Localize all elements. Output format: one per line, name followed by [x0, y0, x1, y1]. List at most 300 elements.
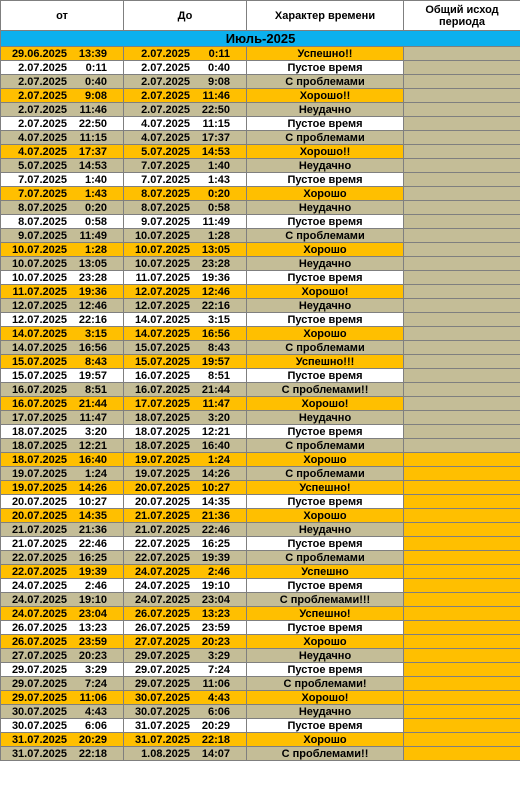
outcome-cell: [404, 439, 520, 453]
type-cell: Пустое время: [247, 663, 404, 677]
from-cell-time: 3:15: [84, 327, 107, 340]
from-cell-date: 2.07.2025: [18, 117, 67, 130]
from-cell-time: 14:26: [78, 481, 107, 494]
to-cell-date: 18.07.2025: [134, 425, 190, 438]
to-cell: [124, 47, 247, 61]
outcome-cell: [404, 677, 520, 691]
to-cell: [124, 551, 247, 565]
from-cell-date: 29.07.2025: [11, 691, 67, 704]
from-cell-date: 4.07.2025: [18, 131, 67, 144]
table-row: [1, 607, 520, 621]
from-cell-time: 20:23: [78, 649, 107, 662]
to-cell-date: 26.07.2025: [134, 621, 190, 634]
to-cell-date: 2.07.2025: [141, 47, 190, 60]
month-title: Июль-2025: [1, 31, 520, 47]
from-cell-time: 20:29: [78, 733, 107, 746]
to-cell-date: 1.08.2025: [141, 747, 190, 760]
from-cell: [1, 243, 124, 257]
from-cell: [1, 117, 124, 131]
table-row: [1, 145, 520, 159]
to-cell: [124, 103, 247, 117]
from-cell-time: 12:21: [78, 439, 107, 452]
from-cell: [1, 201, 124, 215]
to-cell-time: 22:46: [201, 523, 230, 536]
to-cell-time: 19:10: [201, 579, 230, 592]
outcome-cell: [404, 509, 520, 523]
to-cell-time: 0:58: [207, 201, 230, 214]
outcome-cell: [404, 243, 520, 257]
from-cell-time: 23:04: [78, 607, 107, 620]
to-cell-date: 31.07.2025: [134, 719, 190, 732]
from-cell: [1, 705, 124, 719]
table-row: [1, 523, 520, 537]
outcome-cell: [404, 341, 520, 355]
from-cell-date: 8.07.2025: [18, 215, 67, 228]
to-cell-time: 2:46: [207, 565, 230, 578]
from-cell-date: 10.07.2025: [11, 243, 67, 256]
from-cell: [1, 747, 124, 761]
to-cell-time: 0:40: [207, 61, 230, 74]
from-cell: [1, 607, 124, 621]
type-cell: Хорошо!: [247, 285, 404, 299]
table-row: [1, 313, 520, 327]
from-cell: [1, 425, 124, 439]
to-cell-time: 6:06: [207, 705, 230, 718]
from-cell-date: 10.07.2025: [11, 271, 67, 284]
to-cell: [124, 565, 247, 579]
table-row: [1, 649, 520, 663]
to-cell-time: 23:28: [201, 257, 230, 270]
table-row: [1, 159, 520, 173]
table-row: [1, 271, 520, 285]
to-cell: [124, 509, 247, 523]
from-cell: [1, 103, 124, 117]
outcome-cell: [404, 285, 520, 299]
type-cell: С проблемами: [247, 551, 404, 565]
from-cell: [1, 145, 124, 159]
from-cell-time: 13:39: [78, 47, 107, 60]
to-cell-time: 8:51: [207, 369, 230, 382]
from-cell-time: 23:59: [78, 635, 107, 648]
from-cell-time: 23:28: [78, 271, 107, 284]
to-cell-date: 12.07.2025: [134, 299, 190, 312]
outcome-cell: [404, 201, 520, 215]
from-cell-date: 16.07.2025: [11, 397, 67, 410]
table-row: [1, 229, 520, 243]
from-cell-date: 31.07.2025: [11, 747, 67, 760]
type-cell: Хорошо!!: [247, 145, 404, 159]
to-cell-time: 1:43: [207, 173, 230, 186]
from-cell-date: 29.06.2025: [11, 47, 67, 60]
from-cell-date: 19.07.2025: [11, 481, 67, 494]
to-cell: [124, 257, 247, 271]
from-cell: [1, 61, 124, 75]
table-row: [1, 47, 520, 61]
from-cell-date: 7.07.2025: [18, 173, 67, 186]
to-cell-date: 5.07.2025: [141, 145, 190, 158]
to-cell: [124, 733, 247, 747]
type-cell: Неудачно: [247, 705, 404, 719]
outcome-cell: [404, 173, 520, 187]
type-cell: Хорошо: [247, 327, 404, 341]
to-cell-date: 15.07.2025: [134, 355, 190, 368]
outcome-cell: [404, 397, 520, 411]
to-cell-date: 20.07.2025: [134, 481, 190, 494]
to-cell: [124, 621, 247, 635]
from-cell-date: 2.07.2025: [18, 89, 67, 102]
outcome-cell: [404, 481, 520, 495]
to-cell: [124, 355, 247, 369]
table-row: [1, 285, 520, 299]
from-cell-time: 2:46: [84, 579, 107, 592]
outcome-cell: [404, 229, 520, 243]
to-cell: [124, 747, 247, 761]
from-cell-date: 24.07.2025: [11, 607, 67, 620]
from-cell-time: 0:11: [85, 61, 107, 74]
to-cell-date: 29.07.2025: [134, 663, 190, 676]
from-cell-date: 31.07.2025: [11, 733, 67, 746]
to-cell-time: 12:21: [201, 425, 230, 438]
from-cell-time: 1:28: [84, 243, 107, 256]
table-row: [1, 411, 520, 425]
type-cell: Пустое время: [247, 173, 404, 187]
outcome-cell: [404, 117, 520, 131]
to-cell-date: 11.07.2025: [135, 271, 190, 284]
to-cell: [124, 341, 247, 355]
column-header-outcome: Общий исход периода: [404, 1, 520, 31]
outcome-cell: [404, 537, 520, 551]
to-cell: [124, 229, 247, 243]
from-cell-time: 11:46: [79, 103, 107, 116]
from-cell-time: 22:18: [78, 747, 107, 760]
from-cell-time: 14:53: [78, 159, 107, 172]
type-cell: Пустое время: [247, 369, 404, 383]
type-cell: С проблемами: [247, 467, 404, 481]
from-cell-date: 24.07.2025: [11, 579, 67, 592]
from-cell-date: 16.07.2025: [11, 383, 67, 396]
from-cell: [1, 523, 124, 537]
outcome-cell: [404, 425, 520, 439]
from-cell-date: 18.07.2025: [11, 439, 67, 452]
from-cell: [1, 47, 124, 61]
to-cell-date: 7.07.2025: [141, 159, 190, 172]
to-cell-time: 11:46: [202, 89, 230, 102]
type-cell: Пустое время: [247, 271, 404, 285]
from-cell-time: 16:40: [78, 453, 107, 466]
outcome-cell: [404, 607, 520, 621]
outcome-cell: [404, 257, 520, 271]
type-cell: Неудачно: [247, 523, 404, 537]
from-cell: [1, 649, 124, 663]
from-cell-time: 4:43: [84, 705, 107, 718]
from-cell-date: 20.07.2025: [11, 509, 67, 522]
from-cell-time: 0:58: [84, 215, 107, 228]
table-row: [1, 299, 520, 313]
to-cell-date: 16.07.2025: [134, 369, 190, 382]
table-row: [1, 439, 520, 453]
to-cell-date: 22.07.2025: [134, 537, 190, 550]
to-cell: [124, 467, 247, 481]
type-cell: С проблемами!!!: [247, 593, 404, 607]
table-row: [1, 383, 520, 397]
to-cell-date: 9.07.2025: [141, 215, 190, 228]
to-cell-time: 21:44: [201, 383, 230, 396]
outcome-cell: [404, 271, 520, 285]
to-cell: [124, 313, 247, 327]
from-cell-date: 10.07.2025: [11, 257, 67, 270]
to-cell: [124, 201, 247, 215]
to-cell-time: 19:36: [201, 271, 230, 284]
from-cell-date: 11.07.2025: [12, 285, 67, 298]
from-cell-time: 12:46: [78, 299, 107, 312]
table-row: [1, 635, 520, 649]
to-cell: [124, 635, 247, 649]
from-cell-time: 21:44: [78, 397, 107, 410]
type-cell: Хорошо!!: [247, 89, 404, 103]
from-cell-time: 8:51: [84, 383, 107, 396]
from-cell-time: 14:35: [78, 509, 107, 522]
table-row: [1, 481, 520, 495]
from-cell: [1, 299, 124, 313]
to-cell: [124, 593, 247, 607]
from-cell-time: 11:15: [79, 131, 107, 144]
header-row: [1, 1, 520, 31]
type-cell: Неудачно: [247, 103, 404, 117]
table-row: [1, 509, 520, 523]
to-cell-date: 2.07.2025: [141, 103, 190, 116]
from-cell-time: 10:27: [78, 495, 107, 508]
from-cell: [1, 621, 124, 635]
to-cell-date: 26.07.2025: [134, 607, 190, 620]
from-cell-date: 30.07.2025: [11, 719, 67, 732]
to-cell-date: 2.07.2025: [141, 89, 190, 102]
from-cell-time: 17:37: [78, 145, 107, 158]
from-cell-time: 3:29: [84, 663, 107, 676]
to-cell-time: 14:26: [201, 467, 230, 480]
type-cell: С проблемами: [247, 75, 404, 89]
to-cell-date: 30.07.2025: [134, 691, 190, 704]
table-row: [1, 187, 520, 201]
from-cell-time: 22:46: [78, 537, 107, 550]
from-cell: [1, 677, 124, 691]
to-cell-time: 13:05: [201, 243, 230, 256]
from-cell: [1, 453, 124, 467]
to-cell: [124, 705, 247, 719]
column-header-type: Характер времени: [247, 1, 404, 31]
type-cell: С проблемами!!: [247, 747, 404, 761]
type-cell: Хорошо!: [247, 691, 404, 705]
to-cell-time: 1:28: [207, 229, 230, 242]
to-cell-time: 21:36: [201, 509, 230, 522]
table-row: [1, 201, 520, 215]
from-cell-time: 22:50: [78, 117, 107, 130]
outcome-cell: [404, 551, 520, 565]
outcome-cell: [404, 61, 520, 75]
from-cell: [1, 467, 124, 481]
to-cell-time: 1:40: [207, 159, 230, 172]
to-cell-time: 23:04: [201, 593, 230, 606]
table-row: [1, 243, 520, 257]
from-cell-time: 19:39: [78, 565, 107, 578]
from-cell-time: 1:40: [84, 173, 107, 186]
to-cell: [124, 187, 247, 201]
to-cell-time: 7:24: [207, 663, 230, 676]
table-row: [1, 677, 520, 691]
outcome-cell: [404, 89, 520, 103]
outcome-cell: [404, 327, 520, 341]
type-cell: Неудачно: [247, 257, 404, 271]
type-cell: Успешно: [247, 565, 404, 579]
to-cell-time: 3:29: [207, 649, 230, 662]
table-row: [1, 565, 520, 579]
from-cell: [1, 271, 124, 285]
to-cell: [124, 663, 247, 677]
from-cell-date: 12.07.2025: [11, 299, 67, 312]
from-cell-time: 9:08: [84, 89, 107, 102]
to-cell-date: 10.07.2025: [134, 257, 190, 270]
from-cell: [1, 439, 124, 453]
to-cell: [124, 131, 247, 145]
table-row: [1, 719, 520, 733]
column-header-to: До: [124, 1, 247, 31]
to-cell-time: 19:39: [201, 551, 230, 564]
from-cell: [1, 579, 124, 593]
to-cell-date: 14.07.2025: [134, 313, 190, 326]
outcome-cell: [404, 747, 520, 761]
table-row: [1, 663, 520, 677]
type-cell: Пустое время: [247, 719, 404, 733]
from-cell: [1, 635, 124, 649]
to-cell-time: 17:37: [201, 131, 230, 144]
outcome-cell: [404, 523, 520, 537]
to-cell-time: 13:23: [201, 607, 230, 620]
from-cell-date: 5.07.2025: [18, 159, 67, 172]
from-cell: [1, 369, 124, 383]
from-cell-time: 1:43: [84, 187, 107, 200]
outcome-cell: [404, 635, 520, 649]
type-cell: Хорошо: [247, 243, 404, 257]
to-cell-date: 24.07.2025: [134, 593, 190, 606]
from-cell-date: 9.07.2025: [18, 229, 67, 242]
type-cell: Пустое время: [247, 537, 404, 551]
from-cell: [1, 159, 124, 173]
table-row: [1, 397, 520, 411]
from-cell: [1, 719, 124, 733]
to-cell-date: 29.07.2025: [134, 649, 190, 662]
type-cell: Успешно!!!: [247, 355, 404, 369]
table-row: [1, 215, 520, 229]
from-cell: [1, 215, 124, 229]
from-cell-date: 12.07.2025: [11, 313, 67, 326]
type-cell: Хорошо!: [247, 397, 404, 411]
from-cell-date: 30.07.2025: [11, 705, 67, 718]
outcome-cell: [404, 719, 520, 733]
to-cell: [124, 285, 247, 299]
to-cell-date: 16.07.2025: [134, 383, 190, 396]
table-row: [1, 579, 520, 593]
to-cell-date: 14.07.2025: [134, 327, 190, 340]
to-cell-date: 19.07.2025: [134, 467, 190, 480]
to-cell-date: 10.07.2025: [134, 229, 190, 242]
from-cell: [1, 327, 124, 341]
outcome-cell: [404, 313, 520, 327]
from-cell: [1, 313, 124, 327]
outcome-cell: [404, 103, 520, 117]
from-cell-date: 17.07.2025: [11, 411, 67, 424]
to-cell: [124, 607, 247, 621]
from-cell-date: 2.07.2025: [18, 103, 67, 116]
type-cell: С проблемами: [247, 341, 404, 355]
table-row: [1, 75, 520, 89]
type-cell: Неудачно: [247, 411, 404, 425]
to-cell-time: 16:25: [201, 537, 230, 550]
from-cell: [1, 481, 124, 495]
to-cell-time: 0:11: [208, 47, 230, 60]
outcome-cell: [404, 467, 520, 481]
from-cell: [1, 229, 124, 243]
from-cell-date: 27.07.2025: [11, 649, 67, 662]
to-cell: [124, 243, 247, 257]
to-cell: [124, 523, 247, 537]
to-cell-date: 10.07.2025: [134, 243, 190, 256]
from-cell: [1, 663, 124, 677]
to-cell-date: 30.07.2025: [134, 705, 190, 718]
to-cell: [124, 75, 247, 89]
from-cell-date: 26.07.2025: [11, 621, 67, 634]
outcome-cell: [404, 691, 520, 705]
to-cell-time: 19:57: [201, 355, 230, 368]
table-row: [1, 61, 520, 75]
column-header-from: от: [1, 1, 124, 31]
to-cell-date: 18.07.2025: [134, 439, 190, 452]
from-cell-time: 16:56: [78, 341, 107, 354]
type-cell: Хорошо: [247, 635, 404, 649]
to-cell-time: 14:35: [201, 495, 230, 508]
from-cell-date: 24.07.2025: [11, 593, 67, 606]
to-cell-date: 27.07.2025: [134, 635, 190, 648]
from-cell-time: 3:20: [84, 425, 107, 438]
to-cell-date: 29.07.2025: [134, 677, 190, 690]
from-cell-date: 20.07.2025: [11, 495, 67, 508]
from-cell: [1, 537, 124, 551]
from-cell-time: 1:24: [84, 467, 107, 480]
to-cell-date: 24.07.2025: [134, 565, 190, 578]
table-row: [1, 467, 520, 481]
to-cell-time: 0:20: [207, 187, 230, 200]
table-row: [1, 103, 520, 117]
to-cell-time: 22:50: [201, 103, 230, 116]
table-row: [1, 705, 520, 719]
from-cell-date: 29.07.2025: [11, 677, 67, 690]
from-cell: [1, 565, 124, 579]
from-cell-time: 22:16: [78, 313, 107, 326]
outcome-cell: [404, 453, 520, 467]
outcome-cell: [404, 355, 520, 369]
outcome-cell: [404, 495, 520, 509]
to-cell-time: 23:59: [201, 621, 230, 634]
to-cell: [124, 495, 247, 509]
to-cell: [124, 719, 247, 733]
table-row: [1, 173, 520, 187]
to-cell: [124, 649, 247, 663]
to-cell-date: 2.07.2025: [141, 61, 190, 74]
outcome-cell: [404, 649, 520, 663]
outcome-cell: [404, 383, 520, 397]
to-cell-time: 22:18: [201, 733, 230, 746]
from-cell-date: 7.07.2025: [18, 187, 67, 200]
type-cell: Пустое время: [247, 495, 404, 509]
outcome-cell: [404, 621, 520, 635]
